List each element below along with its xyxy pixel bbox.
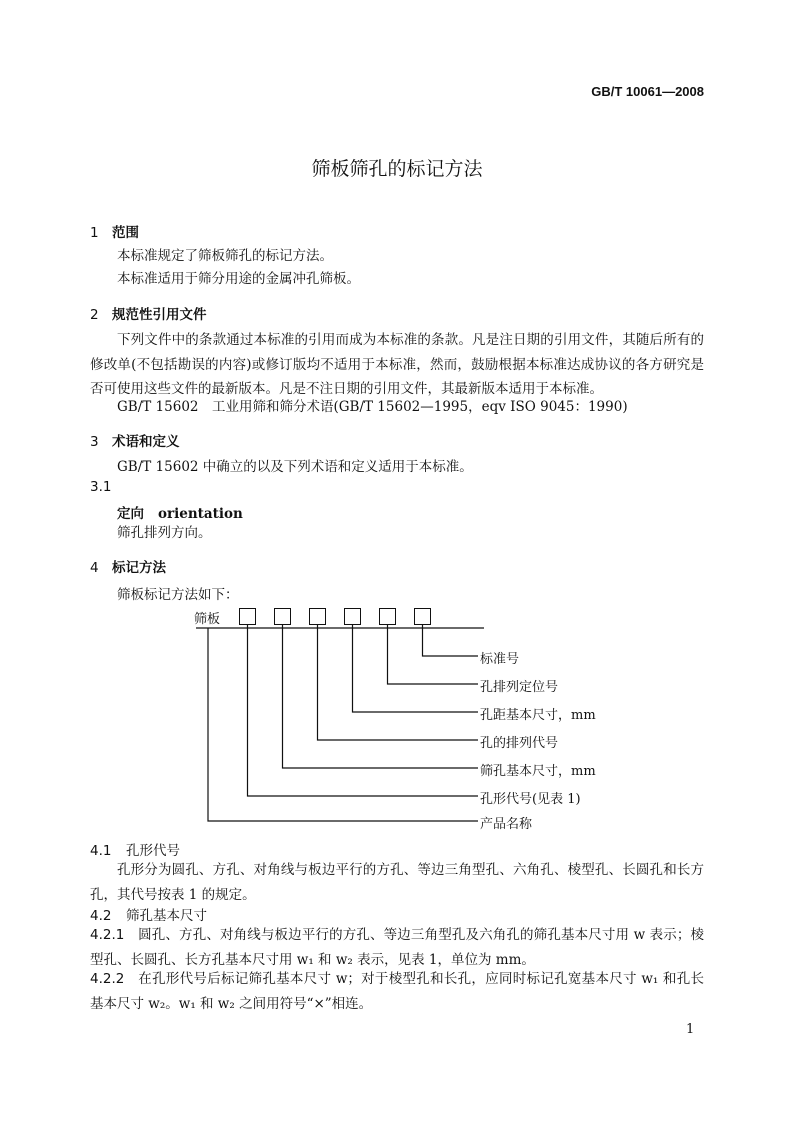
reference-item: GB/T 15602 工业用筛和筛分术语(GB/T 15602—1995，eqv ISO 9045：1990) — [117, 399, 628, 415]
diagram-label: 孔排列定位号 — [480, 680, 559, 695]
paragraph: 孔形分为圆孔、方孔、对角线与板边平行的方孔、等边三角型孔、六角孔、棱型孔、长圆孔和长方孔，其代号按表 1 的规定。 — [90, 862, 704, 903]
subsection-title: 筛孔基本尺寸 — [126, 908, 207, 924]
paragraph: 本标准规定了筛板筛孔的标记方法。 — [117, 248, 333, 264]
subsection-number: 4.2.1 — [90, 927, 125, 943]
section-number: 2 — [90, 307, 99, 323]
page-number: 1 — [686, 1022, 695, 1037]
paragraph: 本标准适用于筛分用途的金属冲孔筛板。 — [117, 271, 360, 287]
subsection-number: 4.1 — [90, 843, 112, 859]
subsection-number: 4.2.2 — [90, 971, 125, 987]
term-cn: 定向 — [117, 506, 144, 522]
paragraph: GB/T 15602 中确立的以及下列术语和定义适用于本标准。 — [117, 459, 473, 475]
leader-line-orientation — [388, 625, 479, 684]
diagram-label: 孔形代号(见表 1) — [480, 792, 581, 807]
diagram-label: 标准号 — [480, 652, 520, 667]
term-en: orientation — [158, 506, 243, 522]
paragraph: 筛板标记方法如下： — [117, 587, 239, 603]
section-title: 范围 — [112, 225, 139, 241]
section-title: 术语和定义 — [112, 434, 180, 450]
paragraph-text: 圆孔、方孔、对角线与板边平行的方孔、等边三角型孔及六角孔的筛孔基本尺寸用 w 表示；棱型孔、长圆孔、长方孔基本尺寸用 w₁ 和 w₂ 表示，见表 1，单位为 mm。 — [90, 927, 704, 968]
diagram-prefix: 筛板 — [194, 612, 221, 627]
section-number: 4 — [90, 560, 99, 576]
diagram-label: 孔的排列代号 — [480, 736, 559, 751]
leader-line-product-name — [208, 628, 478, 821]
page-title: 筛板筛孔的标记方法 — [311, 158, 483, 180]
paragraph-4-2-1 — [90, 923, 704, 972]
leader-line-standard-no — [423, 625, 479, 656]
standard-number: GB/T 10061—2008 — [591, 84, 704, 99]
section-title: 规范性引用文件 — [112, 307, 207, 323]
paragraph: 下列文件中的条款通过本标准的引用而成为本标准的条款。凡是注日期的引用文件，其随后所有的修改单(不包括勘误的内容)或修订版均不适用于本标准，然而，鼓励根据本标准达成协议的各方研究是否可使用这些文件的最新版本。凡是不注日期的引用文件，其最新版本适用于本标准。 — [90, 332, 704, 397]
subsection-title: 孔形代号 — [126, 843, 180, 859]
subsection-number: 3.1 — [90, 479, 112, 495]
leader-line-aperture-size — [283, 625, 479, 768]
diagram-label: 筛孔基本尺寸，mm — [480, 764, 596, 779]
paragraph-4-2-2 — [90, 967, 704, 1016]
term-definition: 筛孔排列方向。 — [117, 525, 212, 541]
subsection-4-2-heading — [90, 904, 207, 924]
diagram-label: 孔距基本尺寸，mm — [480, 708, 596, 723]
subsection-4-1-heading — [90, 839, 180, 859]
subsection-number: 4.2 — [90, 908, 112, 924]
paragraph-text: 在孔形代号后标记筛孔基本尺寸 w；对于棱型孔和长孔，应同时标记孔宽基本尺寸 w₁ 和孔长基本尺寸 w₂。w₁ 和 w₂ 之间用符号“×”相连。 — [90, 971, 704, 1012]
section-number: 1 — [90, 225, 99, 241]
leader-line-arrangement — [318, 625, 479, 740]
section-number: 3 — [90, 434, 99, 450]
leader-line-pitch — [353, 625, 479, 712]
section-title: 标记方法 — [112, 560, 166, 576]
diagram-label: 产品名称 — [480, 817, 533, 832]
